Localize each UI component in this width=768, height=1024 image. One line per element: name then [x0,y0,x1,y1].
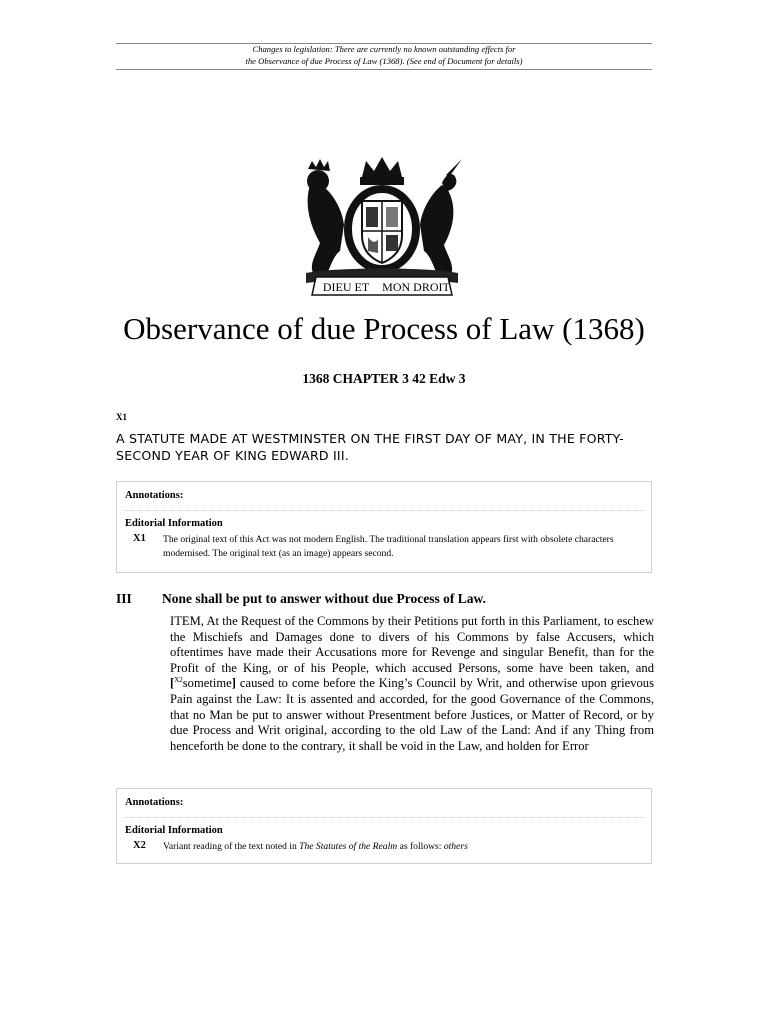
annotations-heading: Annotations: [125,797,184,808]
crest-motto-right: MON DROIT [382,280,450,294]
annotation-category: Editorial Information [125,518,223,529]
annotations-divider [125,817,643,818]
annotation-category: Editorial Information [125,825,223,836]
section-text-after: caused to come before the King’s Council by Writ, and otherwise upon grievous Pain against the Law: It is assented and accorded, for the good Governance of the Commons, that no Man be put to answer without Presentment before Justices, or Matter of Record, or by due Process and Writ original, according to the old Law of the Land: And if any Thing from henceforth be done to the contrary, it shall be void in the Law, and holden for Error [170,676,654,753]
annotation-text-x1: The original text of this Act was not modern English. The traditional translation appears first with obsolete characters modernised. The original text (as an image) appears second. [163,534,614,559]
section-body [170,614,654,754]
royal-coat-of-arms-icon [296,155,468,297]
annotation-x2-middle: as follows: [397,841,444,852]
annotation-text-x2 [163,840,633,854]
section-text-before: ITEM, At the Request of the Commons by their Petitions put forth in this Parliament, to eschew the Mischiefs and Damages done to divers of his Commons by false Accusers, which oftentimes have made their Accusations more for Revenge and singular Benefit, than for the Profit of the King, or of his People, which accused Persons, some have been taken, and [170,614,654,675]
annotations-heading: Annotations: [125,490,184,501]
chapter-citation: 1368 CHAPTER 3 42 Edw 3 [302,371,466,386]
crest-motto-left: DIEU ET [322,280,370,294]
annotation-ref-x2[interactable]: X2 [174,676,183,685]
statute-preamble: A STATUTE MADE AT WESTMINSTER ON THE FIRST DAY OF MAY, IN THE FORTY-SECOND YEAR OF KING EDWARD III. [116,431,624,463]
annotation-key-x2[interactable]: X2 [133,840,146,851]
bracket-close: ] [231,676,236,691]
annotations-divider [125,510,643,511]
bracket-open: [ [170,676,175,691]
legislation-status-header [116,43,652,70]
header-line-1: Changes to legislation: There are currently no known outstanding effects for [252,44,516,54]
annotation-x2-source: The Statutes of the Realm [299,841,398,852]
section-number: III [116,591,132,606]
document-title: Observance of due Process of Law (1368) [123,311,645,346]
annotations-box-1 [116,481,652,573]
header-line-2: the Observance of due Process of Law (1368). (See end of Document for details) [245,55,523,66]
section-title: None shall be put to answer without due Process of Law. [162,591,486,606]
annotation-x2-variant: others [443,841,468,852]
annotation-marker-x1[interactable]: X1 [116,412,127,422]
annotation-key-x1[interactable]: X1 [133,533,146,544]
annotations-box-2 [116,788,652,864]
annotation-x2-prefix: Variant reading of the text noted in [163,841,300,852]
inserted-text: sometime [182,676,232,691]
